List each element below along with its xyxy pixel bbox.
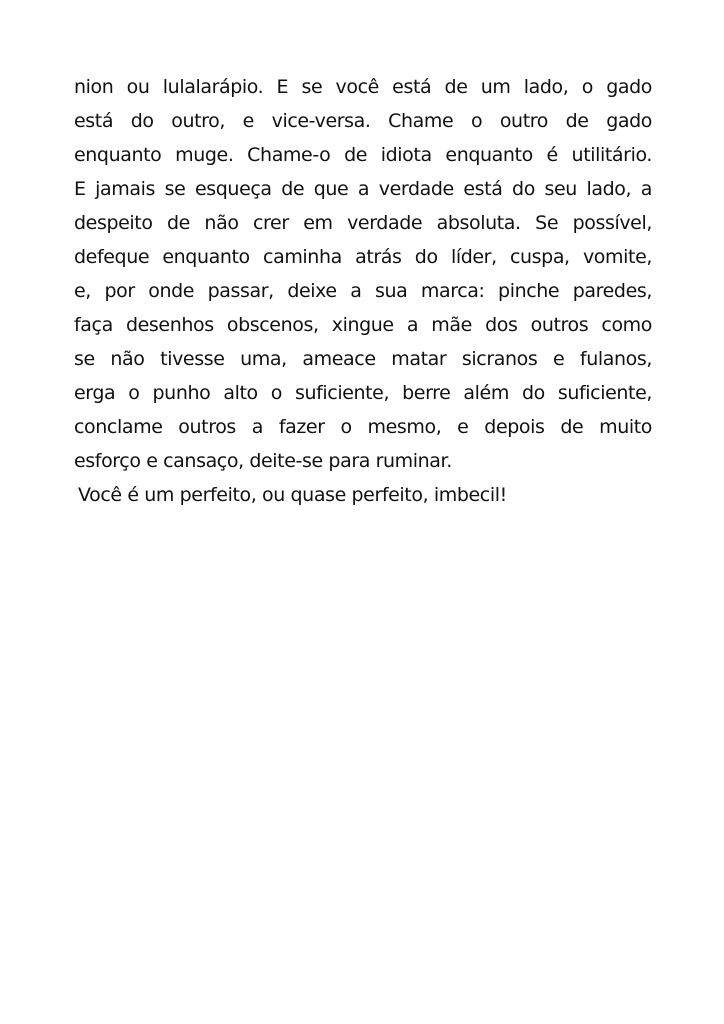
body-text: [74, 70, 652, 512]
text-line: está do outro, e vice-versa. Chame o outro de gado: [74, 110, 652, 132]
text-line: e, por onde passar, deixe a sua marca: pinche paredes,: [74, 280, 652, 302]
text-line: se não tivesse uma, ameace matar sicranos e fulanos,: [74, 348, 652, 370]
text-line: nion ou lulalarápio. E se você está de um lado, o gado: [74, 76, 652, 98]
text-line: conclame outros a fazer o mesmo, e depois de muito: [74, 416, 652, 438]
text-line: erga o punho alto o suficiente, berre além do suficiente,: [74, 382, 652, 404]
text-line: faça desenhos obscenos, xingue a mãe dos outros como: [74, 314, 652, 336]
text-line: despeito de não crer em verdade absoluta. Se possível,: [74, 212, 652, 234]
text-line: enquanto muge. Chame-o de idiota enquanto é utilitário.: [74, 144, 652, 166]
closing-line: Você é um perfeito, ou quase perfeito, imbecil!: [78, 484, 507, 506]
text-line: esforço e cansaço, deite-se para ruminar.: [74, 450, 452, 472]
text-line: E jamais se esqueça de que a verdade está do seu lado, a: [74, 178, 652, 200]
text-line: defeque enquanto caminha atrás do líder, cuspa, vomite,: [74, 246, 652, 268]
